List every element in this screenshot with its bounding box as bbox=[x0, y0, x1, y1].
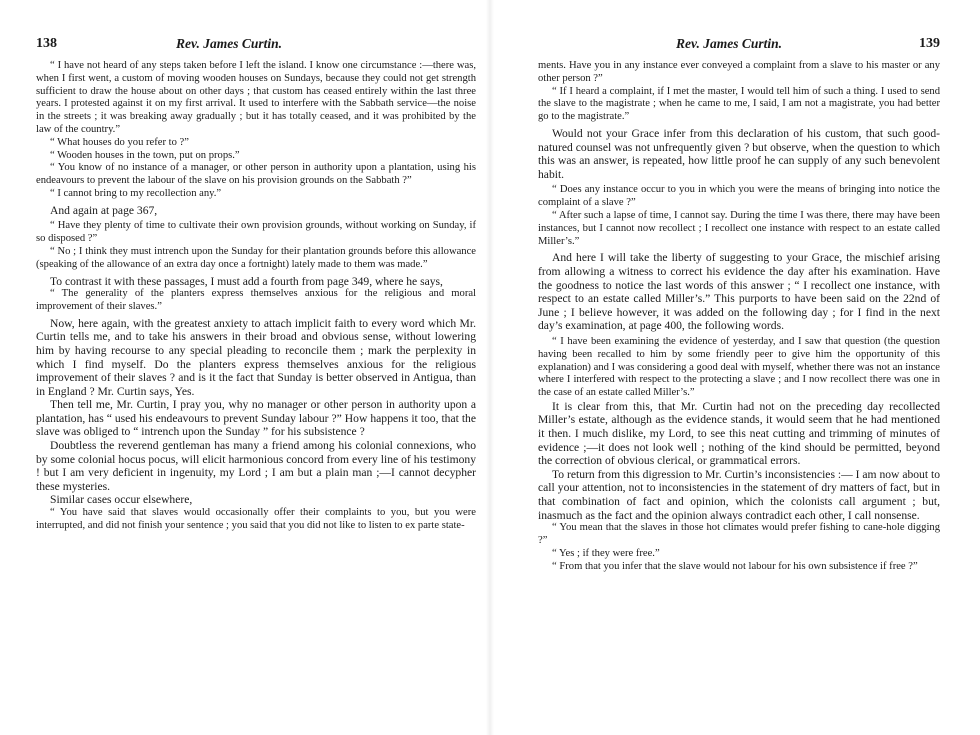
text-block: Similar cases occur elsewhere, bbox=[50, 493, 193, 507]
text-block: And again at page 367, bbox=[50, 203, 158, 217]
text-block: “ The generality of the planters express themselves anxious for the religious and moral improvement of their slaves.” bbox=[36, 288, 476, 312]
text-block: Would not your Grace infer from this declaration of his custom, that such good-natured counsel was not unfrequently given ? but observe, when the question to which this was an answer, is repeated, how little proof he can supply of any such benevolent habit. bbox=[538, 126, 940, 181]
text-block: “ I have not heard of any steps taken before I left the island. I know one circumstance :—there was, when I first went, a custom of moving wooden houses on Sundays, because they could not get strength sufficient to draw the house about on other days ; that custom has ceased entirely within the last three years. I protested against it on my first arrival. It used to interfere with the Sabbath service—the noise in the streets ; it was breaking away gradually ; but it has totally ceased, and it was prohibited by the law of the country.” bbox=[36, 60, 476, 135]
text-block: “ After such a lapse of time, I cannot say. During the time I was there, there may have been instances, but I cannot now recollect ; I recollect one instance with respect to an estate called Miller’s.” bbox=[538, 209, 940, 247]
text-block: “ You know of no instance of a manager, or other person in authority upon a plantation, using his endeavours to prevent the labour of the slave on his provision grounds on the Sabbath ?” bbox=[36, 162, 476, 187]
left-running-head bbox=[36, 36, 476, 54]
text-block: ments. Have you in any instance ever conveyed a complaint from a slave to his master or any other person ?” bbox=[538, 60, 940, 84]
text-block: “ Yes ; if they were free.” bbox=[552, 547, 660, 559]
left-running-title: Rev. James Curtin. bbox=[176, 36, 283, 51]
text-block: “ I have been examining the evidence of yesterday, and I saw that question (the question having been recalled to him by some friendly peer to give him the opportunity of this explanation) and I was considering a good deal with myself, whether there was not an instance where I interfered with respect to the protecting a slave ; and I now recollect there was one in the case of an estate called Miller’s.” bbox=[538, 335, 940, 399]
text-block: “ Does any instance occur to you in which you were the means of bringing into notice the complaint of a slave ?” bbox=[538, 184, 940, 209]
right-page bbox=[490, 0, 980, 735]
text-block: “ You mean that the slaves in those hot climates would prefer fishing to cane-hole digging ?” bbox=[538, 522, 940, 547]
text-block: And here I will take the liberty of suggesting to your Grace, the mischief arising from allowing a witness to correct his evidence the day after his examination. Have the goodness to notice the last words of this answer ; “ I recollect one instance, with respect to an estate called Miller’s.” This purports to have been said on the 22nd of June ; I believe however, it was added on the following day ; for I find in the next day’s examination, at page 400, the following words. bbox=[538, 251, 940, 333]
text-block: It is clear from this, that Mr. Curtin had not on the preceding day recollected Miller’s estate, although as the evidence stands, it would seem that he had mentioned it then. I much dislike, my Lord, to see this neat cutting and trimming of minutes of evidence ;—it does not look well ; nothing of the kind should be permitted, beyond the correction of obvious clerical, or grammatical errors. bbox=[538, 399, 940, 468]
left-page-body bbox=[36, 60, 476, 533]
text-block: “ No ; I think they must intrench upon the Sunday for their plantation grounds before this allowance (speaking of the allowance of an extra day once a fortnight) lately made to them was made.” bbox=[36, 245, 476, 270]
right-page-number: 139 bbox=[919, 36, 940, 51]
text-block: To return from this digression to Mr. Curtin’s inconsistencies :— I am now about to call your attention, not to inconsistencies in the statement of dry matters of fact, but in that combination of fact and opinion, which the colonists call argument ; but, inasmuch as the fact and the opinion always contradict each other, I call nonsense. bbox=[538, 467, 940, 522]
text-block: Now, here again, with the greatest anxiety to attach implicit faith to every word which Mr. Curtin tells me, and to take his answers in their broad and obvious sense, without lowering him by having recourse to any special pleading to reconcile them ; mark the perplexity in which I find myself. Do the planters express themselves anxious for the religious improvement of their slaves ? and is it the fact that Sunday is better observed in Antigua, than in England ? Mr. Curtin says, Yes. bbox=[36, 316, 476, 398]
text-block: To contrast it with these passages, I must add a fourth from page 349, where he says, bbox=[50, 274, 443, 288]
text-block: “ Wooden houses in the town, put on props.” bbox=[50, 149, 240, 161]
right-running-head bbox=[538, 36, 940, 54]
text-block: “ From that you infer that the slave would not labour for his own subsistence if free ?” bbox=[552, 560, 918, 572]
text-block: “ Have they plenty of time to cultivate their own provision grounds, without working on Sunday, if so disposed ?” bbox=[36, 220, 476, 245]
right-page-body bbox=[538, 60, 940, 573]
text-block: “ You have said that slaves would occasionally offer their complaints to you, but you were interrupted, and did not finish your sentence ; you said that you did not like to listen to ex parte state- bbox=[36, 507, 476, 531]
left-page-number: 138 bbox=[36, 36, 57, 51]
text-block: “ I cannot bring to my recollection any.” bbox=[50, 187, 222, 199]
right-running-title: Rev. James Curtin. bbox=[676, 36, 783, 51]
text-block: Then tell me, Mr. Curtin, I pray you, why no manager or other person in authority upon a plantation, has “ used his endeavours to prevent Sunday labour ?” How happens it too, that the slave was obliged to “ intrench upon the Sunday ” for his subsistence ? bbox=[36, 398, 476, 439]
text-block: Doubtless the reverend gentleman has many a friend among his colonial connexions, who by some colonial hocus pocus, will elicit harmonious concord from every line of his testimony ! but I am very deficient in ingenuity, my Lord ; I am but a plain man ;—I cannot decypher these mysteries. bbox=[36, 439, 476, 493]
text-block: “ What houses do you refer to ?” bbox=[50, 136, 189, 148]
text-block: “ If I heard a complaint, if I met the master, I would tell him of such a thing. I used to send the slave to the magistrate ; when he came to me, I said, I am not a magistrate, you had better go to the magistrate.” bbox=[538, 85, 940, 123]
